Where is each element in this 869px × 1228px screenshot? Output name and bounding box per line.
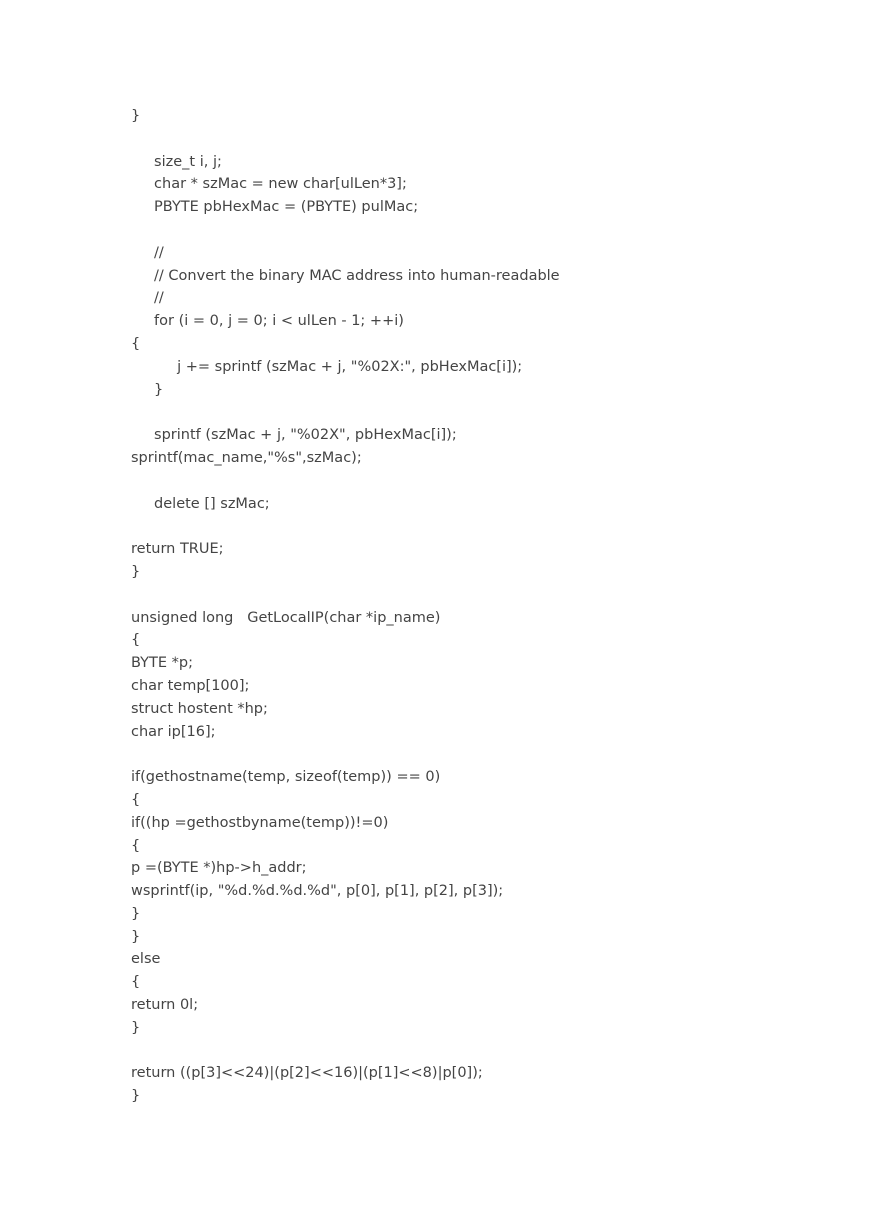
code-line: } <box>131 108 141 124</box>
code-line: if((hp =gethostbyname(temp))!=0) <box>131 814 389 831</box>
code-line: for (i = 0, j = 0; i < ulLen - 1; ++i) <box>131 313 404 330</box>
code-line: { <box>131 335 141 352</box>
code-line: // <box>131 290 164 307</box>
code-line: sprintf(mac_name,"%s",szMac); <box>131 449 362 466</box>
code-line: p =(BYTE *)hp->h_addr; <box>131 860 307 877</box>
code-listing <box>131 105 831 1108</box>
code-line: char temp[100]; <box>131 677 250 694</box>
code-line <box>131 584 831 607</box>
code-line: } <box>131 1019 141 1036</box>
code-line: j += sprintf (szMac + j, "%02X:", pbHexMac[i]); <box>131 358 523 375</box>
code-line: // <box>131 244 164 261</box>
code-line: { <box>131 632 141 649</box>
code-line: } <box>131 905 141 922</box>
code-line: delete [] szMac; <box>131 495 270 512</box>
code-line: { <box>131 791 141 808</box>
code-line: struct hostent *hp; <box>131 700 268 717</box>
code-line <box>131 1040 831 1063</box>
code-line: } <box>131 1088 141 1105</box>
code-line: { <box>131 974 141 991</box>
code-line <box>131 401 831 424</box>
code-line: } <box>131 928 141 945</box>
code-line: } <box>131 381 164 398</box>
code-line <box>131 219 831 242</box>
code-line: char * szMac = new char[ulLen*3]; <box>131 176 407 193</box>
code-line: sprintf (szMac + j, "%02X", pbHexMac[i]); <box>131 427 457 444</box>
code-line <box>131 515 831 538</box>
code-line: } <box>131 563 141 580</box>
code-line: wsprintf(ip, "%d.%d.%d.%d", p[0], p[1], p[2], p[3]); <box>131 883 504 900</box>
code-line: // Convert the binary MAC address into human-readable <box>131 267 560 284</box>
code-line <box>131 470 831 493</box>
code-line: return ((p[3]<<24)|(p[2]<<16)|(p[1]<<8)|p[0]); <box>131 1065 483 1082</box>
code-line <box>131 128 831 151</box>
code-line: else <box>131 951 161 968</box>
code-line: if(gethostname(temp, sizeof(temp)) == 0) <box>131 769 441 786</box>
code-line: return TRUE; <box>131 541 224 558</box>
code-line: PBYTE pbHexMac = (PBYTE) pulMac; <box>131 199 419 216</box>
code-line: size_t i, j; <box>131 153 222 170</box>
code-line <box>131 743 831 766</box>
code-line: char ip[16]; <box>131 723 216 740</box>
code-line: { <box>131 837 141 854</box>
code-line: BYTE *p; <box>131 655 193 672</box>
code-line: unsigned long GetLocalIP(char *ip_name) <box>131 609 441 626</box>
code-line: return 0l; <box>131 997 199 1014</box>
